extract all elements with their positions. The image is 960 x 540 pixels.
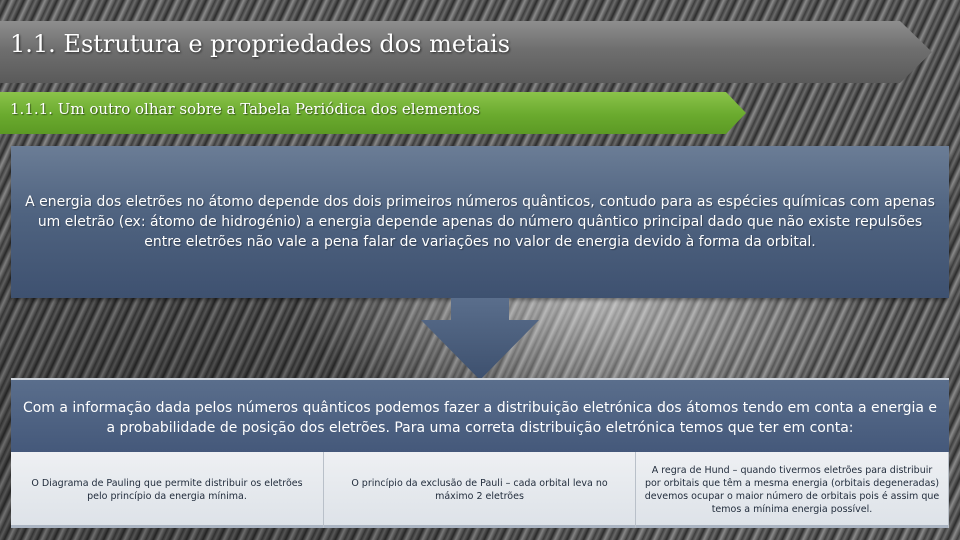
slide-title: 1.1. Estrutura e propriedades dos metais — [10, 30, 511, 58]
rule-text-pauli: O princípio da exclusão de Pauli – cada orbital leva no máximo 2 eletrões — [351, 478, 608, 502]
slide-subtitle: 1.1.1. Um outro olhar sobre a Tabela Periódica dos elementos — [10, 100, 480, 118]
arrow-down-icon — [421, 298, 539, 380]
rule-text-pauling: O Diagrama de Pauling que permite distribuir os eletrões pelo princípio da energia mínima. — [31, 478, 303, 502]
info-box-bottom-text: Com a informação dada pelos números quânticos podemos fazer a distribuição eletrónica dos átomos tendo em conta a energia e a probabilidade de posição dos eletrões. Para uma correta distribuição eletrónica temos que ter em conta: — [22, 400, 938, 436]
rule-box-hund — [636, 452, 949, 528]
rule-box-pauli — [324, 452, 636, 528]
rule-box-pauling — [11, 452, 324, 528]
rule-text-hund: A regra de Hund – quando tivermos eletrões para distribuir por orbitais que têm a mesma energia (orbitais degeneradas) devemos ocupar o maior número de orbitais pois é assim que temos a mínima energia possível. — [644, 465, 940, 515]
info-box-top-text: A energia dos eletrões no átomo depende dos dois primeiros números quânticos, contudo para as espécies químicas com apenas um eletrão (ex: átomo de hidrogénio) a energia depende apenas do número quântico principal dado que não existe repulsões entre eletrões não vale a pena falar de variações no valor de energia devido à forma da orbital. — [25, 194, 935, 250]
